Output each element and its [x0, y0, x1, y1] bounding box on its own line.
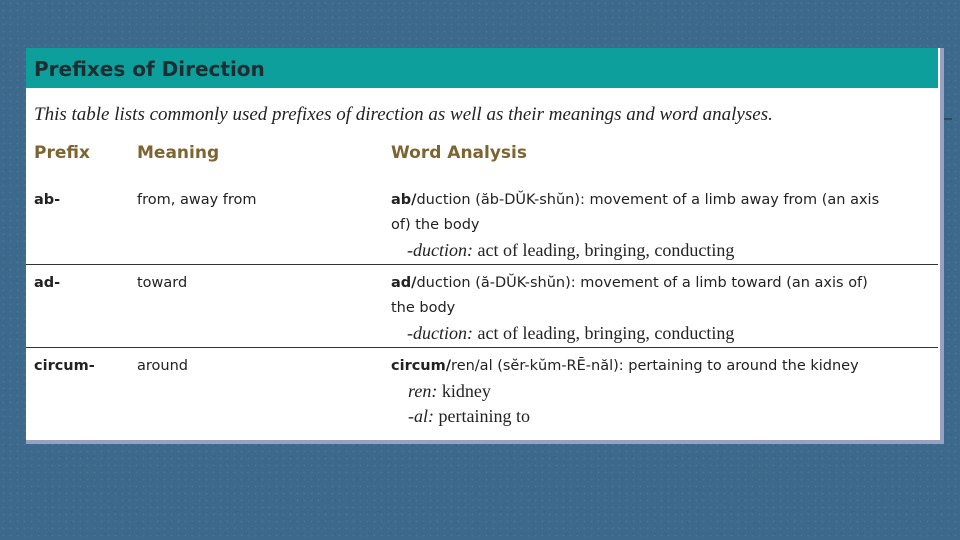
row-meaning: from, away from	[137, 192, 257, 208]
side-dash	[944, 118, 952, 120]
word-pronunciation: duction (ăb-DŬK-shŭn): movement of a limb away from (an axis	[416, 192, 880, 208]
header-word-analysis: Word Analysis	[391, 143, 527, 163]
word-root: ab/	[391, 192, 417, 208]
row-word-analysis	[391, 271, 868, 296]
word-part-meaning: act of leading, bringing, conducting	[472, 240, 735, 260]
word-root: ad/	[391, 275, 417, 291]
row-divider	[26, 264, 938, 265]
table-intro: This table lists commonly used prefixes of direction as well as their meanings and word analyses.	[34, 104, 773, 125]
word-part-meaning: kidney	[437, 381, 491, 401]
word-part-term: -duction:	[407, 240, 473, 260]
word-analysis-continued: the body	[391, 300, 456, 316]
prefix-table-panel	[26, 48, 944, 444]
word-root: circum/	[391, 358, 452, 374]
word-analysis-continued: of) the body	[391, 217, 480, 233]
row-meaning: toward	[137, 275, 188, 291]
header-prefix: Prefix	[34, 143, 90, 163]
word-part-meaning: pertaining to	[434, 406, 530, 426]
header-meaning: Meaning	[137, 143, 220, 163]
word-part-term: -al:	[408, 406, 434, 426]
word-part-meaning: act of leading, bringing, conducting	[472, 323, 735, 343]
title-bar	[26, 48, 938, 88]
word-pronunciation: duction (ă-DŬK-shŭn): movement of a limb toward (an axis of)	[416, 275, 868, 291]
word-part-definition	[407, 238, 734, 263]
row-divider	[26, 347, 938, 348]
word-part-definition	[408, 404, 530, 429]
word-pronunciation: ren/al (sĕr-kŭm-RĒ-năl): pertaining to around the kidney	[451, 358, 859, 374]
word-part-definition	[407, 321, 734, 346]
row-meaning: around	[137, 358, 188, 374]
word-part-definition	[408, 379, 491, 404]
row-prefix: circum-	[34, 358, 95, 374]
table-title: Prefixes of Direction	[34, 57, 265, 81]
row-word-analysis	[391, 188, 879, 213]
word-part-term: ren:	[408, 381, 438, 401]
row-word-analysis	[391, 354, 859, 379]
word-part-term: -duction:	[407, 323, 473, 343]
row-prefix: ad-	[34, 275, 61, 291]
row-prefix: ab-	[34, 192, 61, 208]
